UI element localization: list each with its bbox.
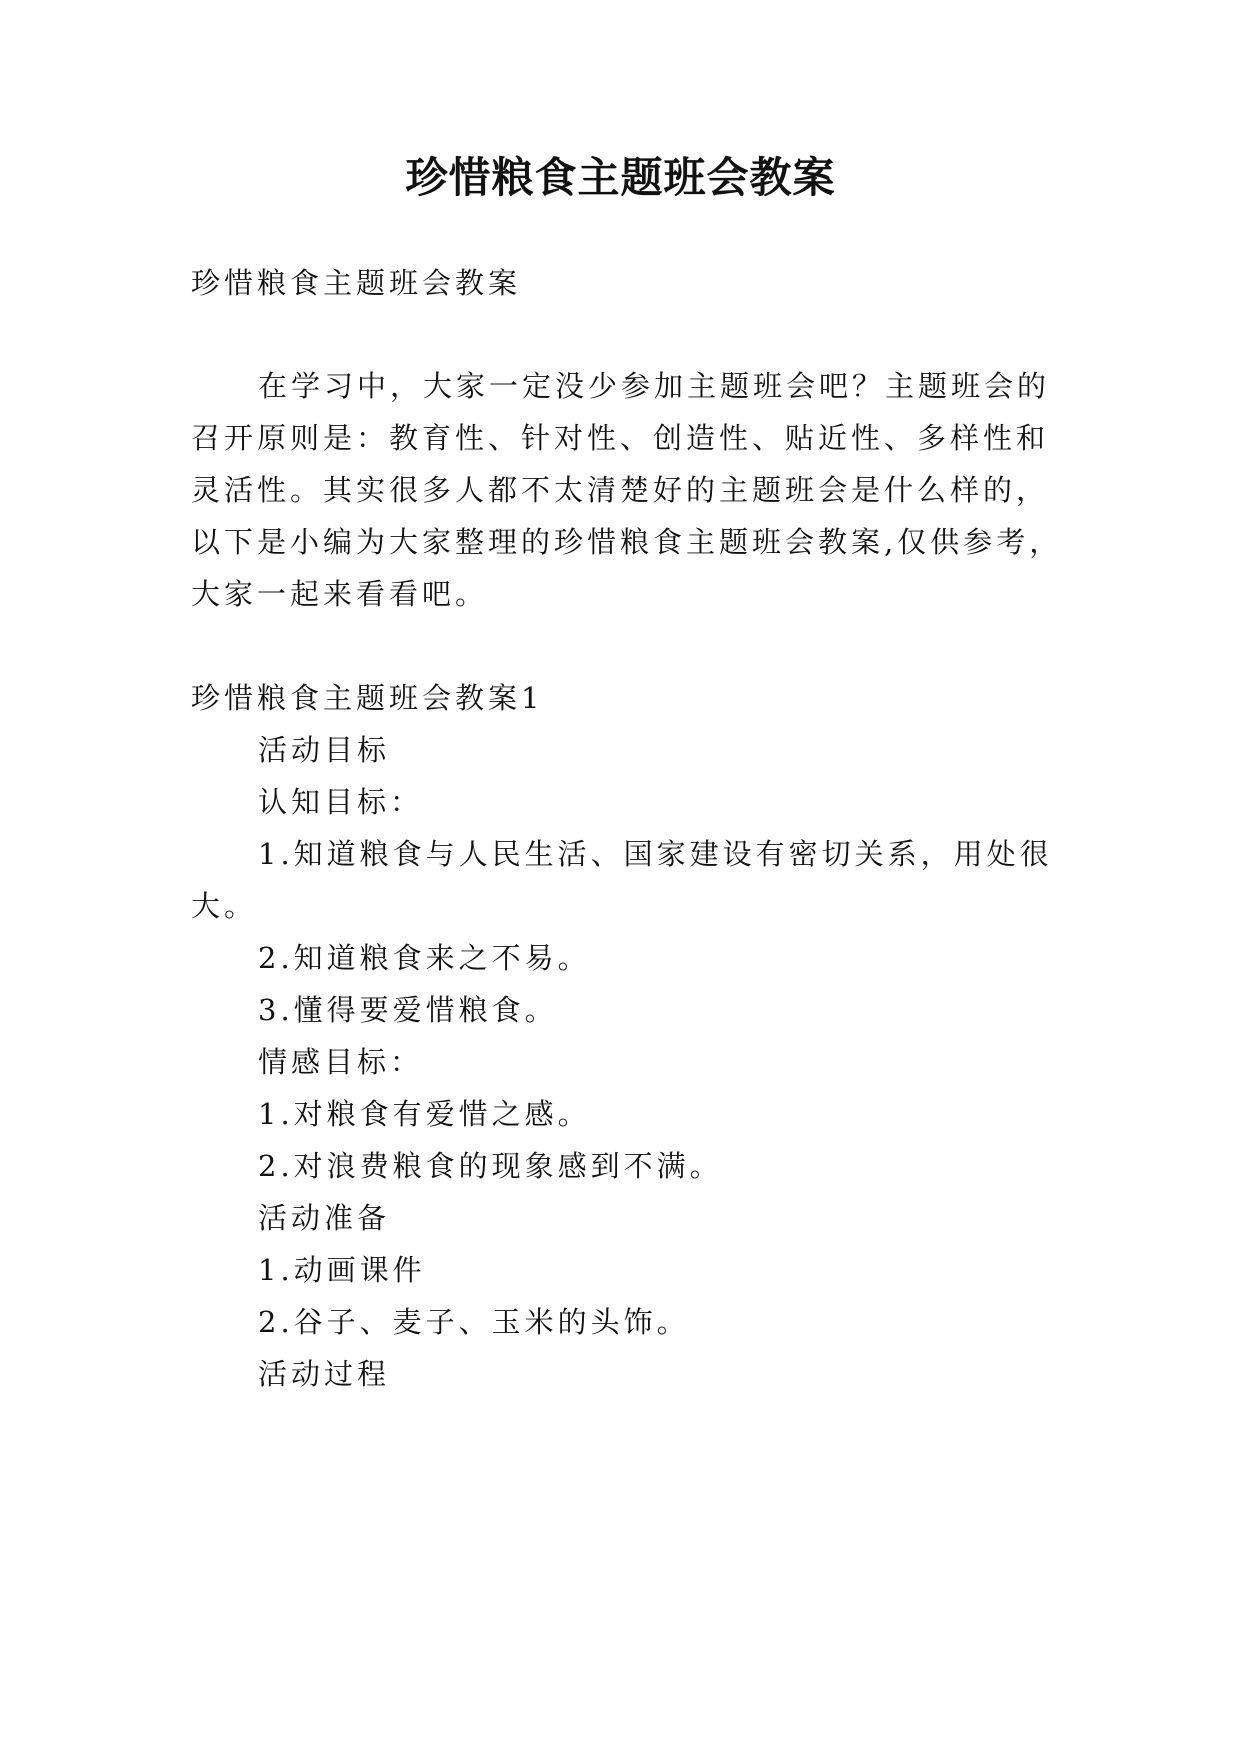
body-line: 活动过程 bbox=[258, 1357, 391, 1391]
body-line: 3.懂得要爱惜粮食。 bbox=[258, 993, 558, 1027]
body-line: 2.对浪费粮食的现象感到不满。 bbox=[258, 1149, 723, 1183]
body-line: 大。 bbox=[191, 889, 258, 923]
document-subtitle: 珍惜粮食主题班会教案 bbox=[191, 266, 522, 300]
intro-line: 以下是小编为大家整理的珍惜粮食主题班会教案,仅供参考， bbox=[191, 525, 1063, 559]
body-line: 活动准备 bbox=[258, 1201, 391, 1235]
body-line: 2.知道粮食来之不易。 bbox=[258, 941, 591, 975]
body-line: 认知目标： bbox=[258, 785, 424, 819]
body-line: 1.动画课件 bbox=[258, 1253, 426, 1287]
body-line: 2.谷子、麦子、玉米的头饰。 bbox=[258, 1305, 690, 1339]
body-line: 情感目标： bbox=[258, 1045, 424, 1079]
intro-line: 大家一起来看看吧。 bbox=[191, 577, 489, 611]
intro-line: 在学习中，大家一定没少参加主题班会吧？主题班会的 bbox=[258, 369, 1051, 403]
intro-line: 召开原则是：教育性、针对性、创造性、贴近性、多样性和 bbox=[191, 421, 1050, 455]
intro-line: 灵活性。其实很多人都不太清楚好的主题班会是什么样的， bbox=[191, 473, 1050, 507]
body-line: 活动目标 bbox=[258, 733, 391, 767]
document-title: 珍惜粮食主题班会教案 bbox=[405, 153, 836, 202]
body-line: 1.知道粮食与人民生活、国家建设有密切关系，用处很 bbox=[258, 837, 1053, 871]
body-line: 1.对粮食有爱惜之感。 bbox=[258, 1097, 591, 1131]
section-title: 珍惜粮食主题班会教案1 bbox=[191, 681, 544, 715]
